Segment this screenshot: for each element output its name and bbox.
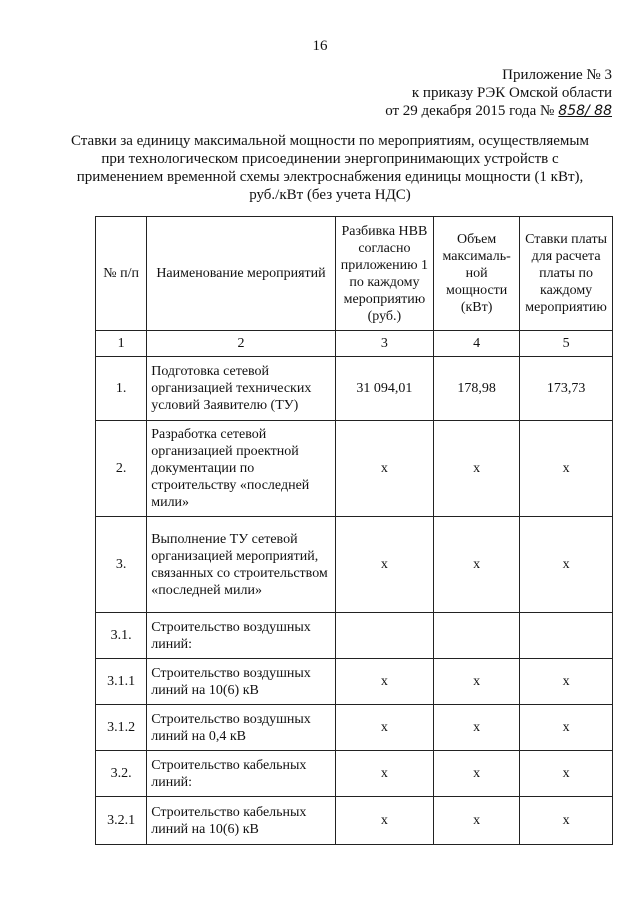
column-number-row: [96, 331, 613, 357]
row-capacity-value: [434, 613, 520, 659]
row-capacity-value: х: [434, 517, 520, 613]
appendix-order-date-text: от 29 декабря 2015 года №: [385, 103, 555, 119]
page-number: 16: [312, 38, 328, 54]
row-capacity-value: х: [434, 705, 520, 751]
row-activity-name: Строительство воздушных линий:: [147, 613, 336, 659]
appendix-title: Приложение № 3: [502, 67, 612, 83]
table-body: [96, 357, 613, 845]
header-cell-nvv: Разбивка НВВ согласно приложению 1 по каждому мероприятию (руб.): [335, 217, 433, 331]
row-number: 2.: [96, 421, 147, 517]
table-header: [96, 217, 613, 357]
row-nvv-value: х: [335, 751, 433, 797]
row-number: 3.1.: [96, 613, 147, 659]
row-nvv-value: 31 094,01: [335, 357, 433, 421]
header-cell-name: Наименование мероприятий: [147, 217, 336, 331]
header-row: [96, 217, 613, 331]
header-cell-rate: Ставки платы для расчета платы по каждому мероприятию: [520, 217, 613, 331]
column-number-cell: 1: [96, 331, 147, 357]
row-number: 3.1.2: [96, 705, 147, 751]
table-row: [96, 613, 613, 659]
order-number-handwritten: 858/ 88: [558, 103, 612, 119]
table-row: [96, 357, 613, 421]
row-number: 3.1.1: [96, 659, 147, 705]
row-activity-name: Строительство воздушных линий на 0,4 кВ: [147, 705, 336, 751]
row-number: 3.2.1: [96, 797, 147, 845]
row-capacity-value: х: [434, 421, 520, 517]
appendix-order-date: [385, 102, 612, 120]
row-rate-value: х: [520, 659, 613, 705]
appendix-header: [385, 66, 612, 120]
row-rate-value: 173,73: [520, 357, 613, 421]
column-number-cell: 3: [335, 331, 433, 357]
table-row: [96, 797, 613, 845]
row-capacity-value: х: [434, 751, 520, 797]
row-capacity-value: х: [434, 797, 520, 845]
table-row: [96, 659, 613, 705]
column-number-cell: 2: [147, 331, 336, 357]
row-rate-value: х: [520, 751, 613, 797]
row-number: 1.: [96, 357, 147, 421]
column-number-cell: 5: [520, 331, 613, 357]
row-activity-name: Строительство кабельных линий на 10(6) кВ: [147, 797, 336, 845]
row-number: 3.: [96, 517, 147, 613]
row-rate-value: х: [520, 421, 613, 517]
row-rate-value: х: [520, 797, 613, 845]
table-row: [96, 517, 613, 613]
row-nvv-value: х: [335, 797, 433, 845]
header-cell-capacity: Объем максималь-ной мощности (кВт): [434, 217, 520, 331]
row-rate-value: х: [520, 517, 613, 613]
row-capacity-value: х: [434, 659, 520, 705]
row-nvv-value: х: [335, 705, 433, 751]
row-number: 3.2.: [96, 751, 147, 797]
table-row: [96, 751, 613, 797]
row-activity-name: Подготовка сетевой организацией технических условий Заявителю (ТУ): [147, 357, 336, 421]
table-row: [96, 705, 613, 751]
row-nvv-value: х: [335, 421, 433, 517]
header-cell-number: № п/п: [96, 217, 147, 331]
row-nvv-value: х: [335, 517, 433, 613]
appendix-order-ref: к приказу РЭК Омской области: [411, 85, 612, 101]
row-rate-value: [520, 613, 613, 659]
row-nvv-value: х: [335, 659, 433, 705]
document-title: Ставки за единицу максимальной мощности по мероприятиям, осуществляемым при технологическом присоединении энергопринимающих устройств с применением временной схемы электроснабжения единицы мощности (1 кВт), руб./кВт (без учета НДС): [71, 133, 589, 203]
row-activity-name: Разработка сетевой организацией проектной документации по строительству «последней мили»: [147, 421, 336, 517]
row-nvv-value: [335, 613, 433, 659]
row-activity-name: Выполнение ТУ сетевой организацией мероприятий, связанных со строительством «последней мили»: [147, 517, 336, 613]
row-rate-value: х: [520, 705, 613, 751]
row-capacity-value: 178,98: [434, 357, 520, 421]
column-number-cell: 4: [434, 331, 520, 357]
rates-table: [95, 216, 613, 845]
table-row: [96, 421, 613, 517]
row-activity-name: Строительство воздушных линий на 10(6) кВ: [147, 659, 336, 705]
row-activity-name: Строительство кабельных линий:: [147, 751, 336, 797]
